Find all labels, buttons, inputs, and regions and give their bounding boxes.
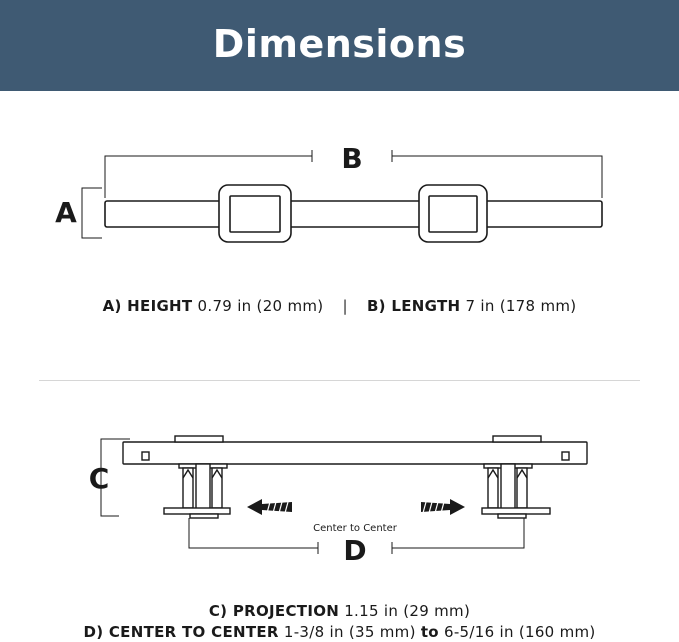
ctc-min-value: 1-3/8 in (35 mm) [283, 623, 416, 641]
length-label: B) LENGTH [366, 297, 461, 315]
dimension-a-line [82, 188, 102, 238]
right-mount-post [482, 464, 550, 518]
left-mount-post [164, 464, 230, 518]
label-b: B [341, 142, 363, 175]
page-title: Dimensions [212, 21, 467, 66]
ctc-max-value: 6-5/16 in (160 mm) [443, 623, 596, 641]
projection-caption [0, 602, 679, 620]
projection-label: C) PROJECTION [208, 602, 340, 620]
top-view-handle [105, 185, 602, 242]
height-label: A) HEIGHT [102, 297, 193, 315]
label-c: C [88, 462, 110, 495]
ctc-to: to [420, 623, 439, 641]
top-caption [0, 297, 679, 315]
label-a: A [55, 196, 77, 229]
right-post-inner [429, 196, 477, 232]
caption-separator: | [342, 297, 348, 315]
left-post-inner [230, 196, 280, 232]
center-to-center-caption [0, 623, 679, 641]
projection-value: 1.15 in (29 mm) [344, 602, 471, 620]
side-bar [123, 442, 587, 464]
ctc-label: D) CENTER TO CENTER [83, 623, 279, 641]
length-value: 7 in (178 mm) [465, 297, 577, 315]
right-top-tab [493, 436, 541, 442]
section-divider [39, 380, 640, 381]
side-view-handle [123, 436, 587, 518]
label-d: D [343, 534, 367, 567]
left-top-tab [175, 436, 223, 442]
handle-bar [105, 201, 602, 227]
center-to-center-note: Center to Center [313, 523, 397, 534]
height-value: 0.79 in (20 mm) [197, 297, 324, 315]
